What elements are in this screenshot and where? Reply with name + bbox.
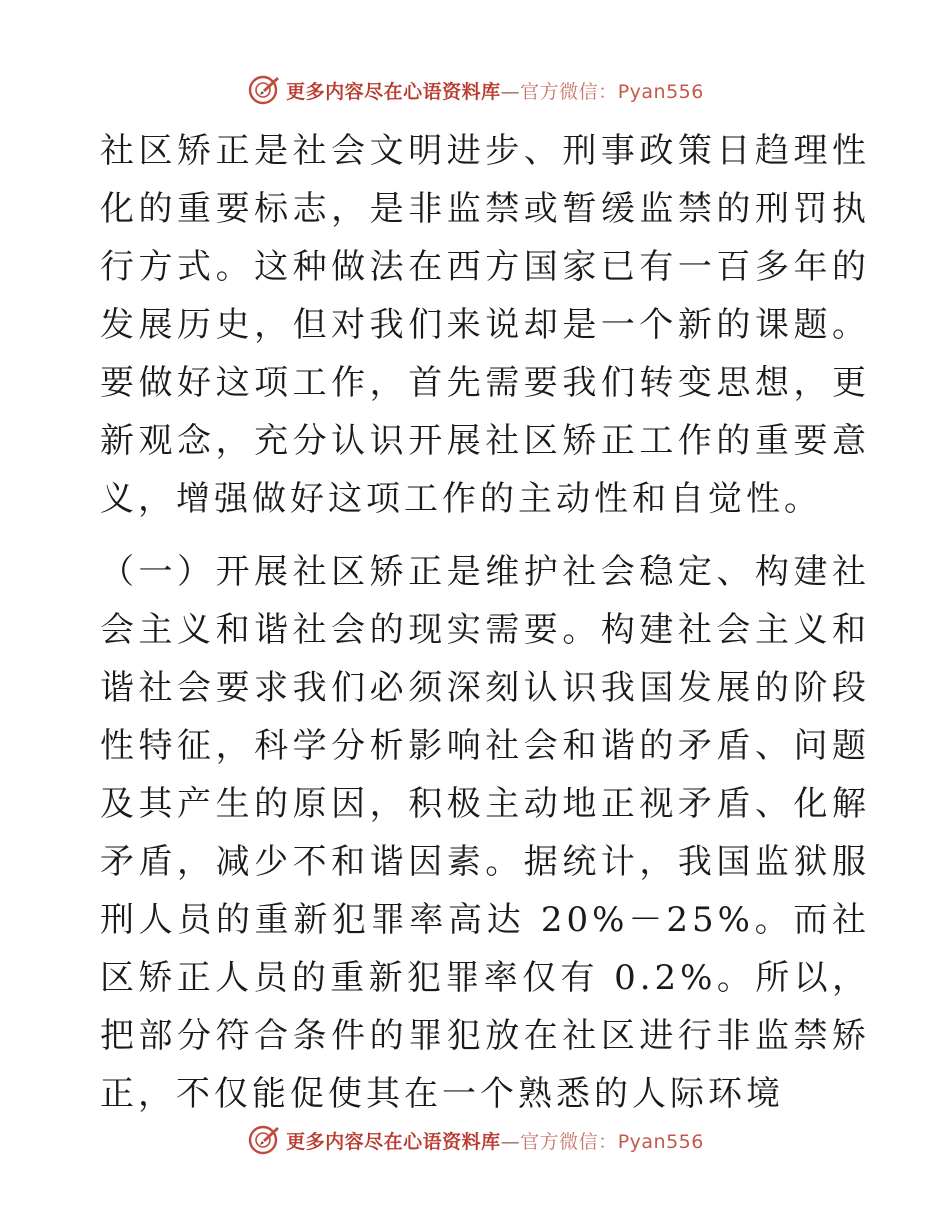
pen-logo-icon bbox=[246, 1123, 280, 1157]
watermark-label: 官方微信： bbox=[520, 1130, 618, 1153]
footer-watermark bbox=[0, 1120, 950, 1160]
watermark-brand: 更多内容尽在心语资料库 bbox=[286, 80, 501, 103]
body-paragraph-2: （一）开展社区矫正是维护社会稳定、构建社会主义和谐社会的现实需要。构建社会主义和谐社会要求我们必须深刻认识我国发展的阶段性特征，科学分析影响社会和谐的矛盾、问题及其产生的原因，积极主动地正视矛盾、化解矛盾，减少不和谐因素。据统计，我国监狱服刑人员的重新犯罪率高达 20%－25%。而社区矫正人员的重新犯罪率仅有 0.2%。所以，把部分符合条件的罪犯放在社区进行非监禁矫正，不仅能促使其在一个熟悉的人际环境 bbox=[100, 552, 870, 1114]
body-paragraph-1: 社区矫正是社会文明进步、刑事政策日趋理性化的重要标志，是非监禁或暂缓监禁的刑罚执行方式。这种做法在西方国家已有一百多年的发展历史，但对我们来说却是一个新的课题。要做好这项工作，首先需要我们转变思想，更新观念，充分认识开展社区矫正工作的重要意义，增强做好这项工作的主动性和自觉性。 bbox=[100, 131, 870, 519]
watermark-label: 官方微信： bbox=[520, 80, 618, 103]
header-watermark bbox=[0, 70, 950, 110]
watermark-separator: — bbox=[500, 1130, 521, 1153]
watermark-wechat-id: Pyan556 bbox=[617, 1130, 704, 1153]
watermark-wechat-id: Pyan556 bbox=[617, 80, 704, 103]
watermark-separator: — bbox=[500, 80, 521, 103]
pen-logo-icon bbox=[246, 73, 280, 107]
watermark-brand: 更多内容尽在心语资料库 bbox=[286, 1130, 501, 1153]
